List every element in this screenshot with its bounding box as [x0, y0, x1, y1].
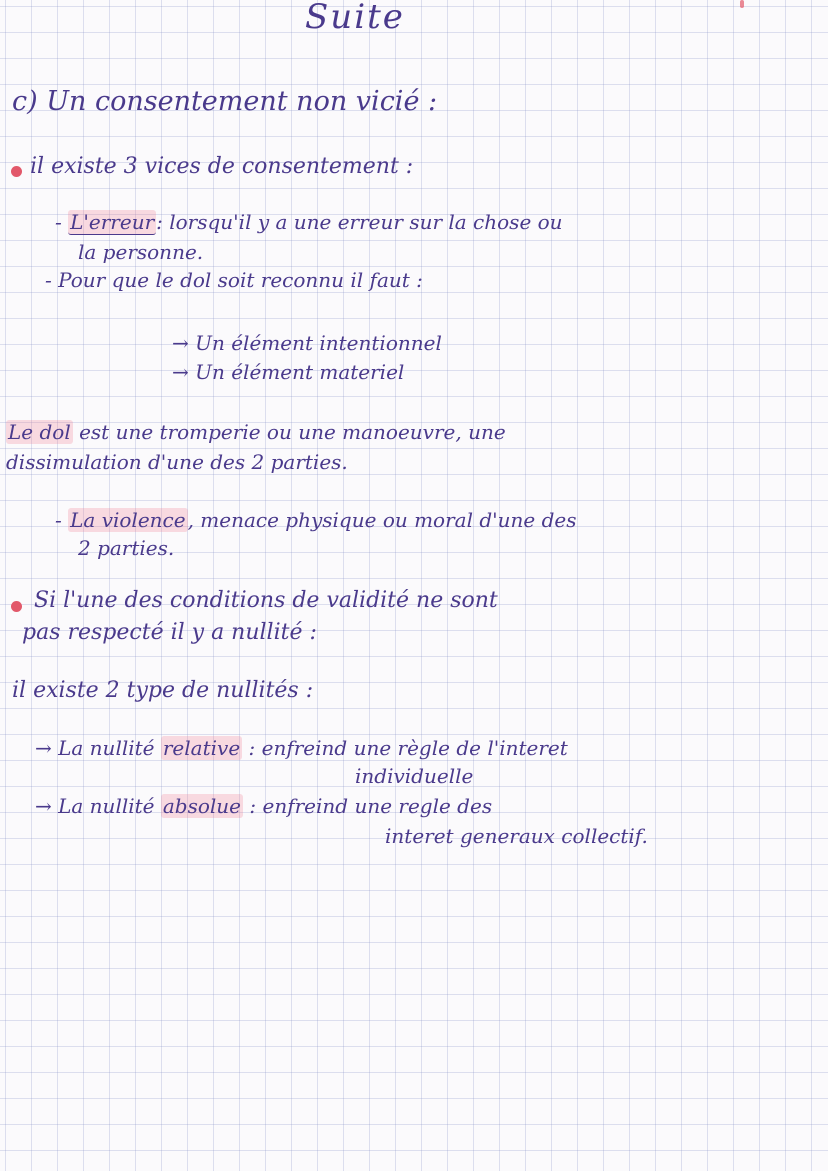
nullite-absolue-continued: interet generaux collectif.: [385, 824, 648, 848]
relative-prefix: → La nullité: [35, 736, 155, 760]
dash: -: [55, 508, 62, 532]
violence-text: , menace physique ou moral d'une des: [187, 508, 577, 532]
nullite-types-intro: il existe 2 type de nullités :: [12, 678, 314, 703]
dol-text: est une tromperie ou une manoeuvre, une: [79, 420, 506, 444]
dol-conditions-intro: - Pour que le dol soit reconnu il faut :: [45, 268, 423, 292]
violence-label: La violence: [70, 508, 186, 532]
erreur-label: L'erreur: [70, 210, 155, 234]
vices-intro: il existe 3 vices de consentement :: [30, 154, 414, 179]
nullite-relative-continued: individuelle: [355, 764, 474, 788]
nullite-absolue: [35, 796, 492, 816]
bullet-dot-icon: [11, 601, 22, 612]
pink-pen-mark: [740, 0, 744, 8]
nullite-relative: [35, 738, 568, 758]
violence-text-continued: 2 parties.: [78, 536, 175, 560]
section-heading: c) Un consentement non vicié :: [12, 86, 438, 117]
page-title: Suite: [305, 0, 405, 37]
bullet-dot-icon: [11, 166, 22, 177]
absolue-prefix: → La nullité: [35, 794, 155, 818]
relative-label: relative: [162, 736, 241, 760]
erreur-line: [55, 212, 563, 232]
erreur-text: : lorsqu'il y a une erreur sur la chose ou: [156, 210, 563, 234]
dol-element-materiel: → Un élément materiel: [172, 360, 405, 384]
erreur-text-continued: la personne.: [78, 240, 204, 264]
dol-definition: [6, 422, 506, 442]
violence-line: [55, 510, 577, 530]
absolue-label: absolue: [162, 794, 242, 818]
relative-text: : enfreind une règle de l'interet: [248, 736, 568, 760]
conditions-line-continued: pas respecté il y a nullité :: [22, 620, 317, 645]
dash: -: [55, 210, 62, 234]
absolue-text: : enfreind une regle des: [249, 794, 493, 818]
dol-definition-continued: dissimulation d'une des 2 parties.: [6, 450, 348, 474]
conditions-line: Si l'une des conditions de validité ne sont: [34, 588, 498, 613]
dol-element-intentionnel: → Un élément intentionnel: [172, 331, 442, 355]
dol-label: Le dol: [8, 420, 71, 444]
